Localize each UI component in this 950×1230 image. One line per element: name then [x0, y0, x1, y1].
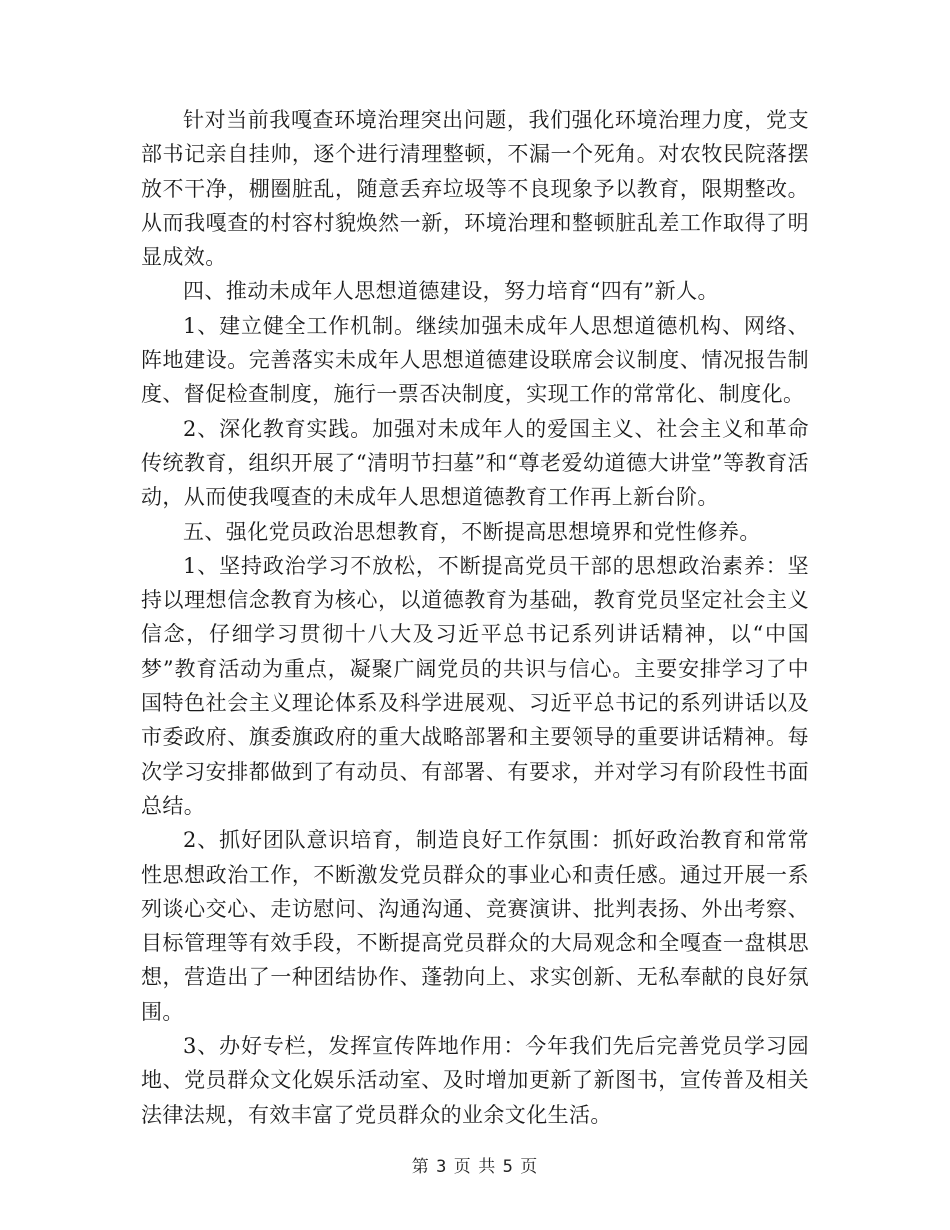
document-body [141, 103, 809, 1132]
paragraph: 针对当前我嘎查环境治理突出问题，我们强化环境治理力度，党支部书记亲自挂帅，逐个进行清理整顿，不漏一个死角。对农牧民院落摆放不干净，棚圈脏乱，随意丢弃垃圾等不良现象予以教育，限期整改。从而我嘎查的村容村貌焕然一新，环境治理和整顿脏乱差工作取得了明显成效。 [141, 108, 809, 270]
section-heading: 五、强化党员政治思想教育，不断提高思想境界和党性修养。 [183, 519, 761, 544]
section-heading: 四、推动未成年人思想道德建设，努力培育“四有”新人。 [183, 279, 719, 304]
total-pages-number: 5 [502, 1157, 514, 1177]
footer-middle: 页 共 [453, 1157, 497, 1177]
paragraph: 1、坚持政治学习不放松，不断提高党员干部的思想政治素养：坚持以理想信念教育为核心，以道德教育为基础，教育党员坚定社会主义信念，仔细学习贯彻十八大及习近平总书记系列讲话精神，以“中国梦”教育活动为重点，凝聚广阔党员的共识与信心。主要安排学习了中国特色社会主义理论体系及科学进展观、习近平总书记的系列讲话以及市委政府、旗委旗政府的重大战略部署和主要领导的重要讲话精神。每次学习安排都做到了有动员、有部署、有要求，并对学习有阶段性书面总结。 [141, 553, 809, 818]
paragraph: 2、深化教育实践。加强对未成年人的爱国主义、社会主义和革命传统教育，组织开展了“清明节扫墓”和“尊老爱幼道德大讲堂”等教育活动，从而使我嘎查的未成年人思想道德教育工作再上新台阶。 [141, 416, 809, 510]
paragraph: 2、抓好团队意识培育，制造良好工作氛围：抓好政治教育和常常性思想政治工作，不断激发党员群众的事业心和责任感。通过开展一系列谈心交心、走访慰问、沟通沟通、竞赛演讲、批判表扬、外出考察、目标管理等有效手段，不断提高党员群众的大局观念和全嘎查一盘棋思想，营造出了一种团结协作、蓬勃向上、求实创新、无私奉献的良好氛围。 [141, 828, 809, 1024]
current-page-number: 3 [436, 1157, 448, 1177]
footer-prefix: 第 [411, 1157, 430, 1177]
page-footer [0, 1152, 950, 1177]
footer-suffix: 页 [520, 1157, 539, 1177]
paragraph: 1、建立健全工作机制。继续加强未成年人思想道德机构、网络、阵地建设。完善落实未成年人思想道德建设联席会议制度、情况报告制度、督促检查制度，施行一票否决制度，实现工作的常常化、制度化。 [141, 313, 809, 407]
paragraph: 3、办好专栏，发挥宣传阵地作用：今年我们先后完善党员学习园地、党员群众文化娱乐活动室、及时增加更新了新图书，宣传普及相关法律法规，有效丰富了党员群众的业余文化生活。 [141, 1034, 809, 1127]
